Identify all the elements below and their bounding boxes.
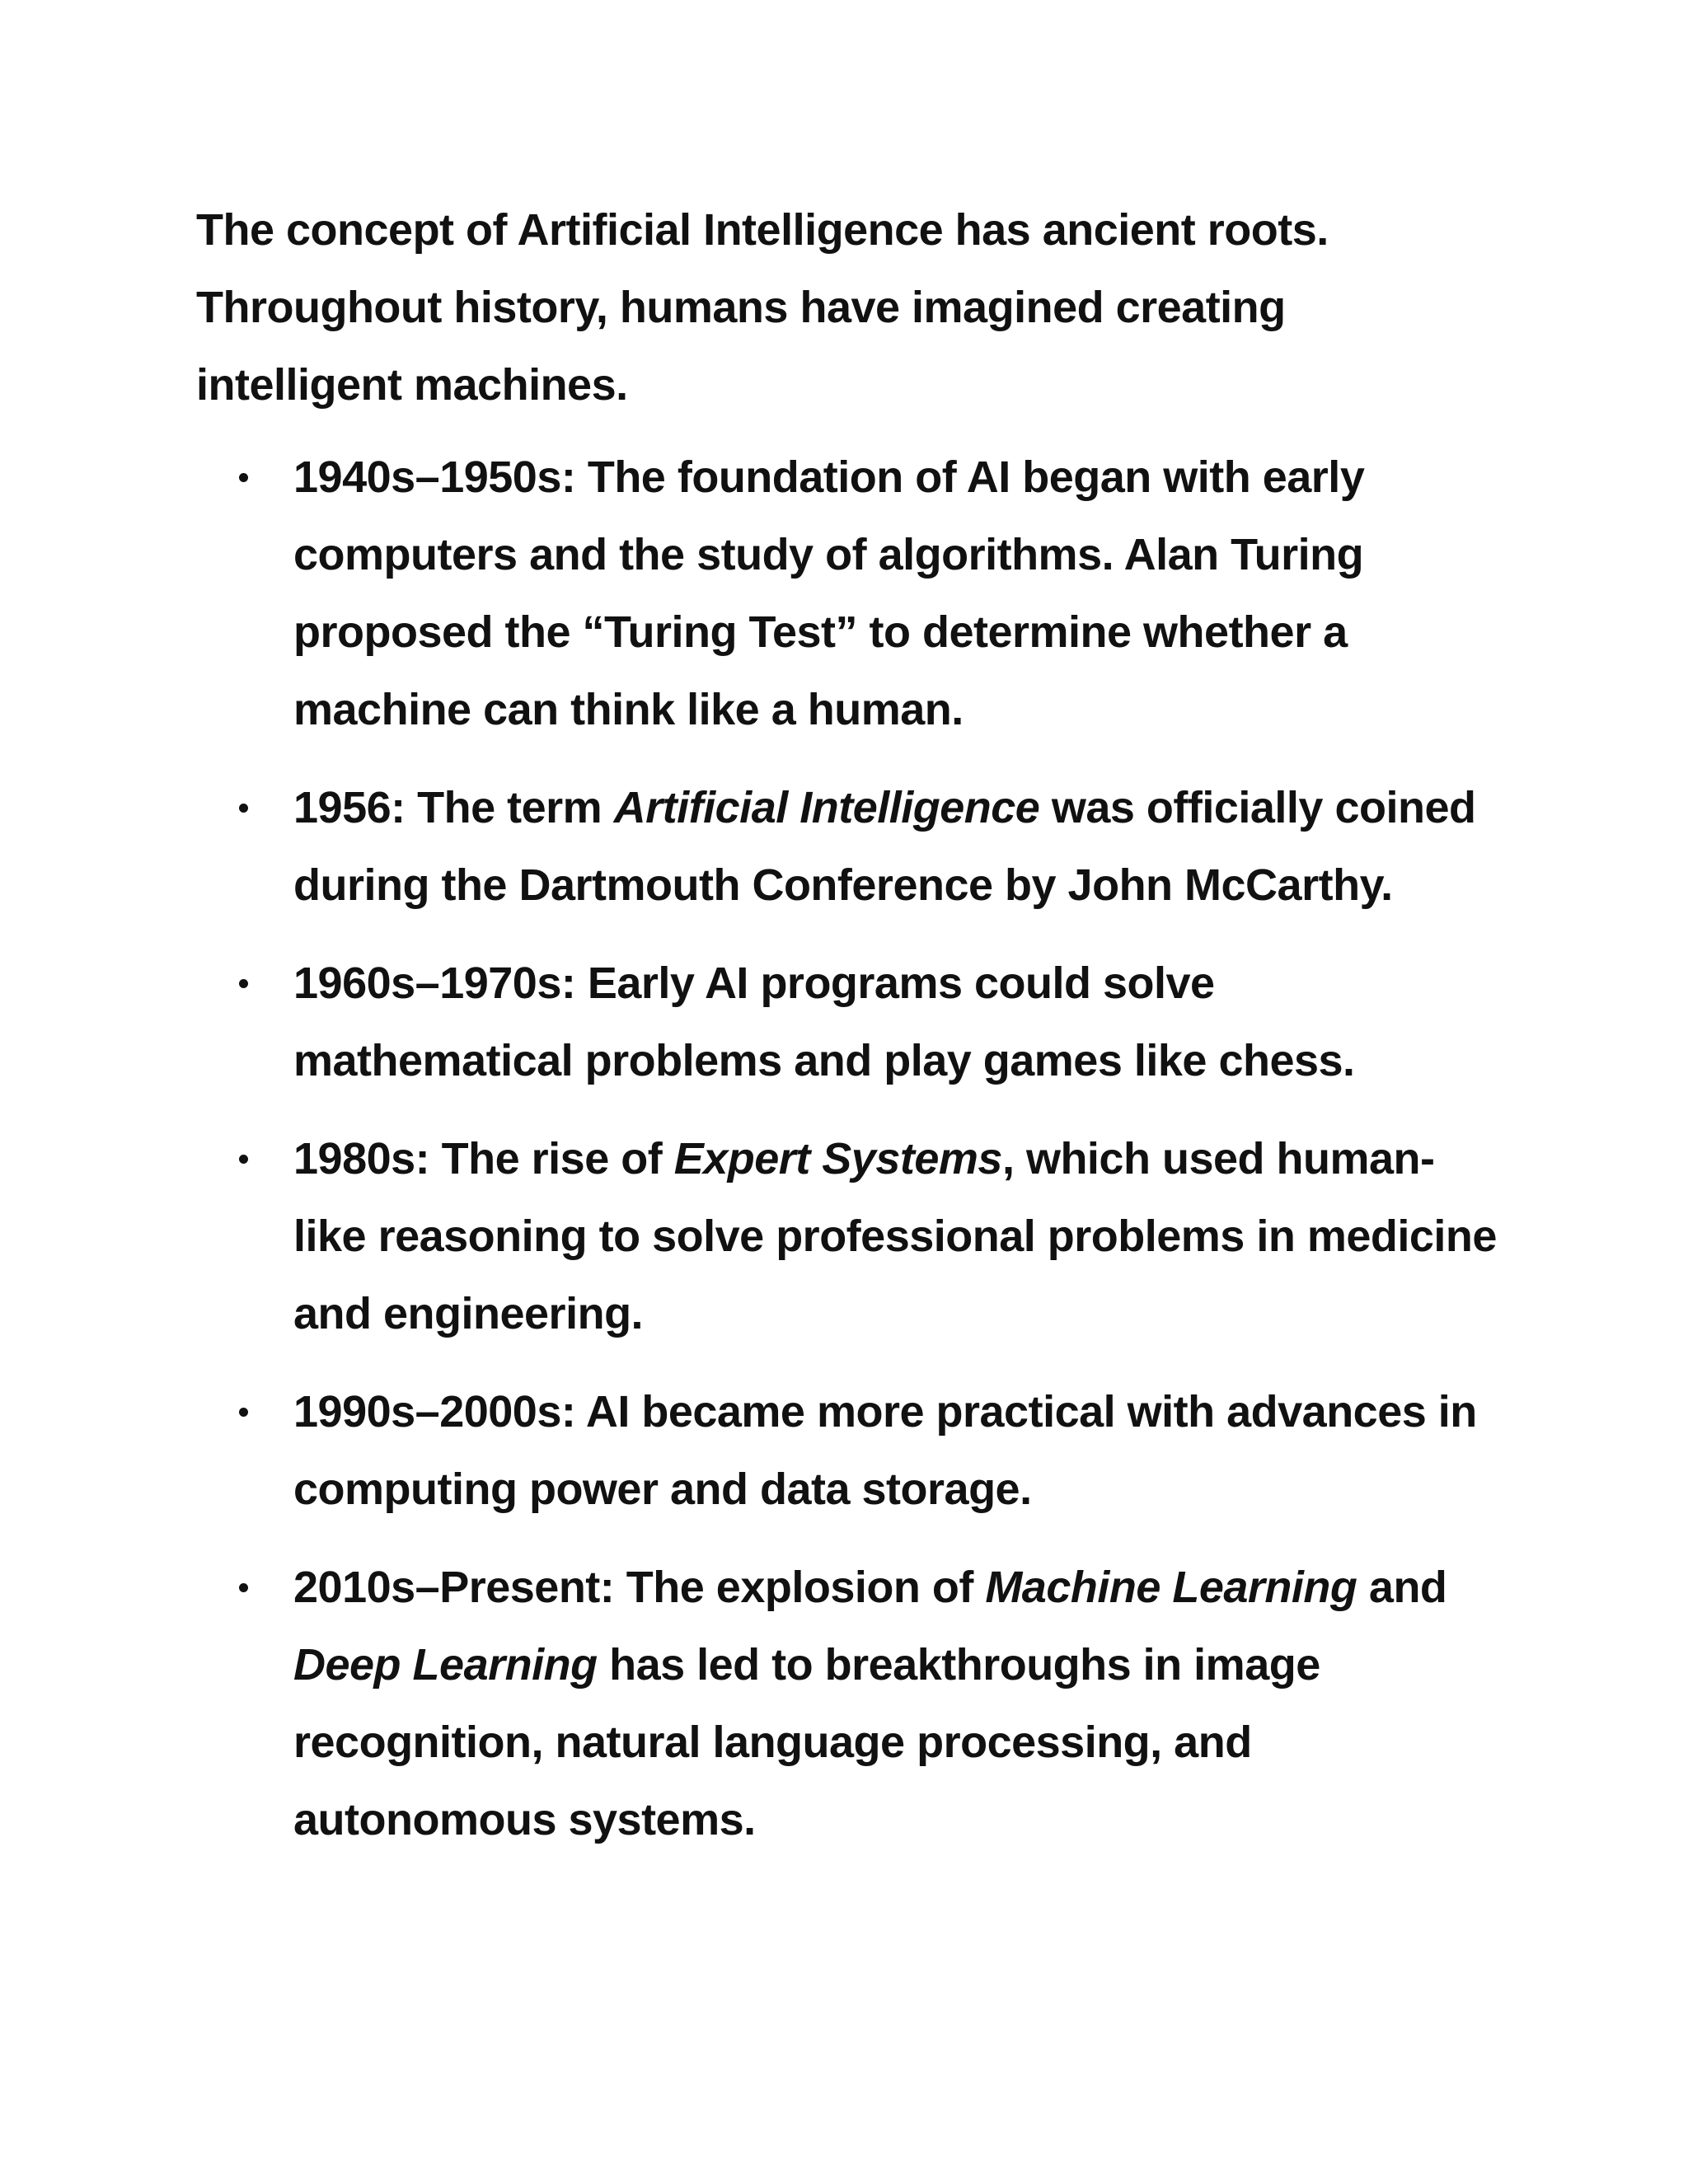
- timeline-list: [196, 438, 1498, 1858]
- item-text: 1960s–1970s: Early AI programs could solve mathematical problems and play games like chess.: [293, 958, 1355, 1085]
- timeline-item: [196, 944, 1498, 1099]
- item-text: 1990s–2000s: AI became more practical with advances in computing power and data storage.: [293, 1387, 1477, 1514]
- item-text: has led to breakthroughs in image recognition, natural language processing, and autonomous systems.: [293, 1640, 1320, 1844]
- item-text: , which used human-like reasoning to solve professional problems in medicine and engineering.: [293, 1134, 1497, 1338]
- bullet-icon: [239, 804, 248, 813]
- document-body: [196, 191, 1498, 1879]
- item-text: 1940s–1950s: The foundation of AI began with early computers and the study of algorithms. Alan Turing proposed the “Turing Test” to determine whether a machine can think like a human.: [293, 452, 1365, 734]
- timeline-item: [196, 438, 1498, 748]
- item-text: and: [1357, 1563, 1447, 1612]
- intro-paragraph: The concept of Artificial Intelligence has ancient roots. Throughout history, humans have imagined creating intelligent machines.: [196, 205, 1329, 410]
- bullet-icon: [239, 1408, 248, 1417]
- emphasized-term: Machine Learning: [985, 1563, 1357, 1612]
- emphasized-term: Deep Learning: [293, 1640, 598, 1690]
- bullet-icon: [239, 979, 248, 988]
- bullet-icon: [239, 1583, 248, 1592]
- item-text: was officially coined during the Dartmouth Conference by John McCarthy.: [293, 783, 1476, 910]
- item-text: 1980s: The rise of: [293, 1134, 674, 1183]
- emphasized-term: Expert Systems: [673, 1134, 1002, 1183]
- timeline-item: [196, 1549, 1498, 1858]
- bullet-icon: [239, 473, 248, 482]
- bullet-icon: [239, 1155, 248, 1164]
- item-text: 2010s–Present: The explosion of: [293, 1563, 986, 1612]
- emphasized-term: Artificial Intelligence: [613, 783, 1040, 832]
- timeline-item: [196, 1373, 1498, 1528]
- timeline-item: [196, 1120, 1498, 1352]
- item-text: 1956: The term: [293, 783, 614, 832]
- timeline-item: [196, 769, 1498, 924]
